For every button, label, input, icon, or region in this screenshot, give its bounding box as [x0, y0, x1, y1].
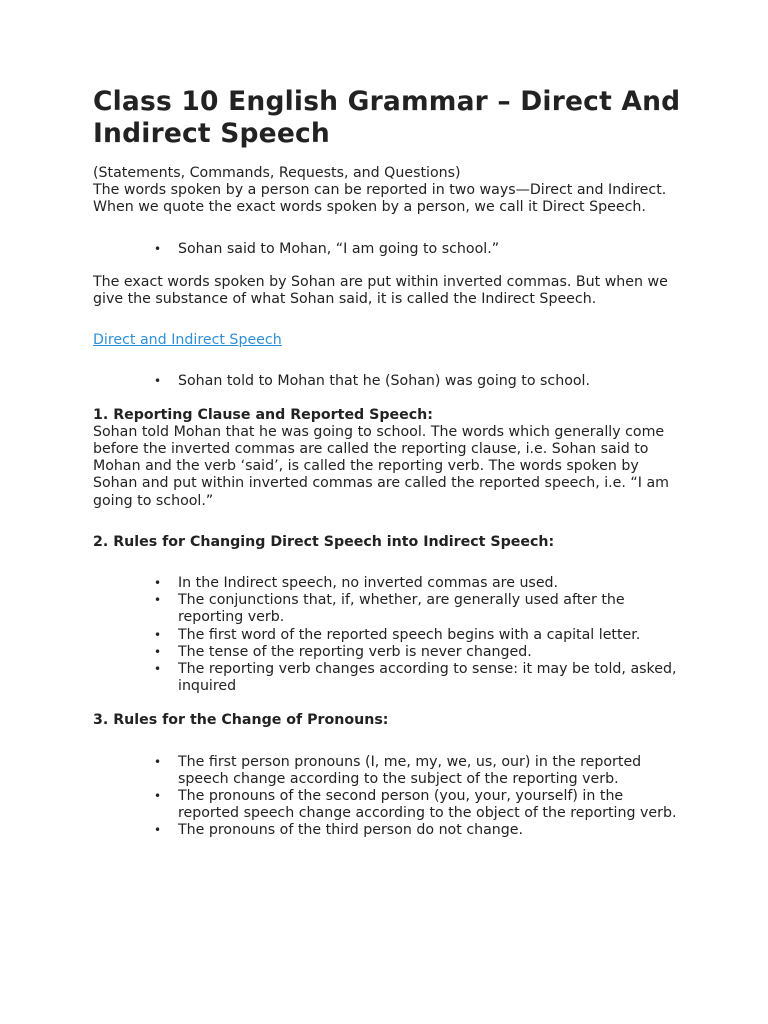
- direct-example-list: [93, 241, 683, 258]
- subtitle: (Statements, Commands, Requests, and Questions): [93, 165, 461, 181]
- list-item: • The pronouns of the second person (you, your, yourself) in the reported speech change according to the object of the reporting verb.: [178, 788, 683, 822]
- document-page: [93, 86, 683, 840]
- indirect-example-list: [93, 373, 683, 390]
- section1-body: Sohan told Mohan that he was going to school. The words which generally come before the inverted commas are called the reporting clause, i.e. Sohan said to Mohan and the verb ‘said’, is called the reporting verb. The words spoken by Sohan and put within inverted commas are called the reported speech, i.e. “I am going to school.”: [93, 423, 669, 509]
- list-item: • The first word of the reported speech begins with a capital letter.: [178, 627, 683, 644]
- list-item: • The first person pronouns (I, me, my, we, us, our) in the reported speech change according to the subject of the reporting verb.: [178, 754, 683, 788]
- page-title: Class 10 English Grammar – Direct And Indirect Speech: [93, 86, 681, 149]
- section2-list: [93, 575, 683, 695]
- link-paragraph: [93, 332, 683, 349]
- section1-heading: 1. Reporting Clause and Reported Speech:: [93, 406, 433, 423]
- list-item: • The conjunctions that, if, whether, are generally used after the reporting verb.: [178, 592, 683, 626]
- direct-indirect-speech-link[interactable]: Direct and Indirect Speech: [93, 332, 282, 349]
- section3-heading: 3. Rules for the Change of Pronouns:: [93, 712, 389, 729]
- list-item: • The reporting verb changes according to sense: it may be told, asked, inquired: [178, 661, 683, 695]
- list-item: • The tense of the reporting verb is never changed.: [178, 644, 683, 661]
- list-item: • Sohan told to Mohan that he (Sohan) was going to school.: [178, 373, 683, 390]
- list-item: • In the Indirect speech, no inverted commas are used.: [178, 575, 683, 592]
- section2-heading: 2. Rules for Changing Direct Speech into Indirect Speech:: [93, 533, 555, 550]
- explanation-paragraph: The exact words spoken by Sohan are put within inverted commas. But when we give the substance of what Sohan said, it is called the Indirect Speech.: [93, 273, 668, 308]
- section3-list: [93, 754, 683, 840]
- intro-paragraph: The words spoken by a person can be reported in two ways—Direct and Indirect. When we quote the exact words spoken by a person, we call it Direct Speech.: [93, 182, 667, 216]
- list-item: • The pronouns of the third person do not change.: [178, 822, 683, 839]
- list-item: • Sohan said to Mohan, “I am going to school.”: [178, 241, 683, 258]
